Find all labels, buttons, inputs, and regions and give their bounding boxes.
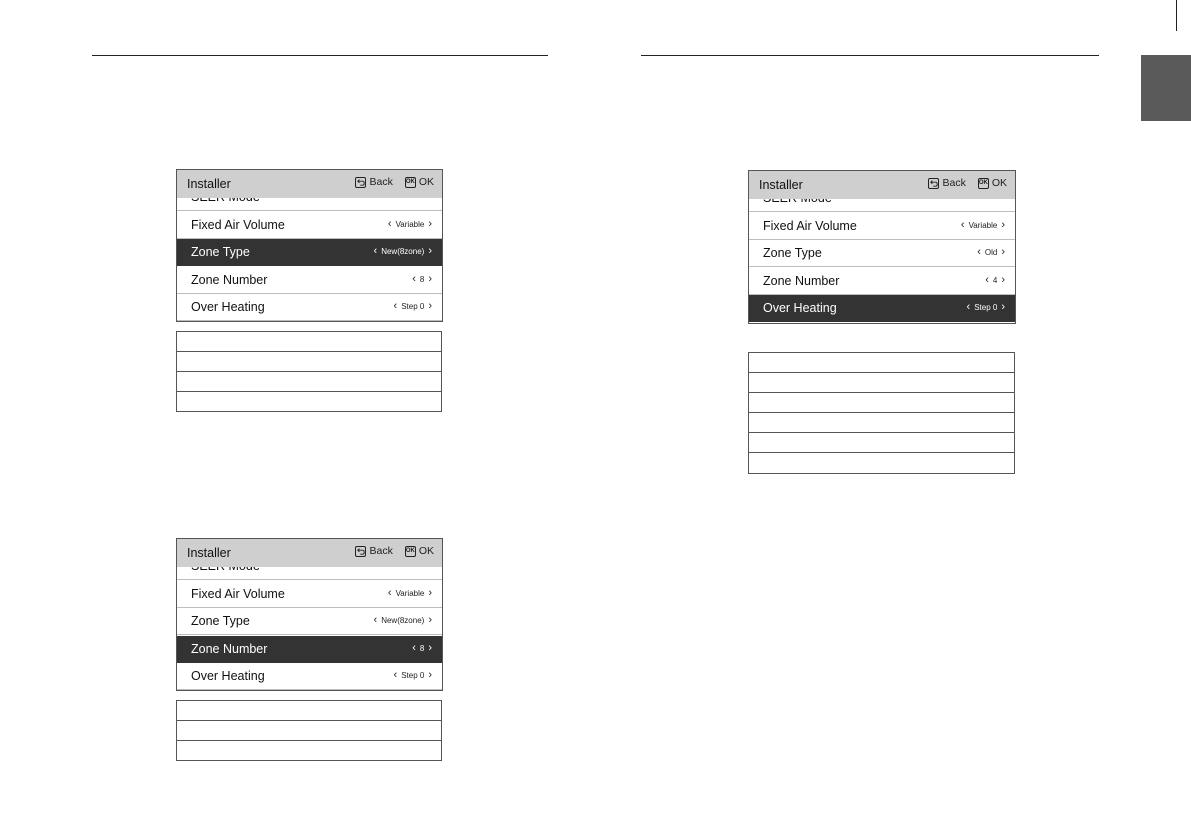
back-label[interactable]: Back bbox=[369, 545, 393, 557]
chevron-right-icon[interactable]: › bbox=[428, 669, 432, 681]
setting-value-text: Variable bbox=[968, 220, 998, 230]
chevron-right-icon[interactable]: › bbox=[1001, 246, 1005, 258]
chevron-left-icon[interactable]: ‹ bbox=[966, 301, 971, 313]
setting-value-text: Variable bbox=[395, 219, 425, 229]
setting-value bbox=[412, 643, 432, 654]
header-rule-right bbox=[641, 55, 1099, 56]
setting-value-text: 8 bbox=[419, 274, 425, 284]
table-row bbox=[177, 352, 441, 372]
chevron-right-icon[interactable]: › bbox=[428, 614, 432, 626]
table-row bbox=[749, 453, 1014, 473]
setting-label: Zone Number bbox=[763, 273, 840, 288]
setting-label: Zone Number bbox=[191, 641, 268, 656]
setting-value bbox=[394, 301, 432, 312]
chevron-left-icon[interactable]: ‹ bbox=[977, 246, 981, 258]
setting-value bbox=[394, 670, 432, 681]
chevron-left-icon[interactable]: ‹ bbox=[387, 586, 392, 599]
table-row bbox=[177, 392, 441, 412]
table-row bbox=[749, 433, 1014, 453]
setting-row-zone-type[interactable] bbox=[177, 239, 442, 266]
setting-value-text: Step 0 bbox=[401, 302, 425, 311]
header-controls bbox=[928, 177, 1007, 189]
setting-value-text: 8 bbox=[419, 643, 425, 653]
setting-value bbox=[374, 615, 432, 626]
table-row bbox=[177, 701, 441, 721]
page-fold-line bbox=[1176, 0, 1177, 31]
setting-row-zone-number[interactable] bbox=[749, 268, 1015, 295]
setting-value bbox=[412, 274, 432, 285]
back-label[interactable]: Back bbox=[369, 176, 393, 188]
table-row bbox=[177, 721, 441, 741]
ok-button-icon[interactable]: OK bbox=[978, 178, 989, 189]
chevron-left-icon[interactable]: ‹ bbox=[985, 273, 989, 286]
setting-label: Fixed Air Volume bbox=[763, 218, 857, 233]
setting-label: Fixed Air Volume bbox=[191, 586, 285, 601]
chevron-right-icon[interactable]: › bbox=[428, 272, 432, 285]
language-side-tab bbox=[1141, 55, 1191, 121]
table-row bbox=[177, 332, 441, 352]
setting-label: Zone Type bbox=[191, 245, 250, 259]
chevron-left-icon[interactable]: ‹ bbox=[412, 641, 416, 654]
ok-label[interactable]: OK bbox=[418, 545, 434, 557]
installer-header bbox=[177, 539, 442, 567]
table-row bbox=[749, 413, 1014, 433]
installer-screen-2 bbox=[176, 538, 443, 691]
chevron-left-icon[interactable]: ‹ bbox=[393, 669, 398, 681]
chevron-right-icon[interactable]: › bbox=[428, 300, 432, 312]
setting-value-text: Step 0 bbox=[401, 671, 425, 680]
ok-label[interactable]: OK bbox=[418, 176, 434, 188]
setting-value bbox=[388, 219, 432, 230]
setting-row-fixed-air-volume[interactable] bbox=[177, 212, 442, 239]
chevron-left-icon[interactable]: ‹ bbox=[393, 300, 398, 312]
setting-value bbox=[985, 275, 1005, 286]
setting-label: Over Heating bbox=[191, 669, 265, 683]
back-arrow-icon[interactable] bbox=[355, 546, 366, 557]
setting-label: Fixed Air Volume bbox=[191, 217, 285, 232]
setting-value bbox=[967, 302, 1005, 313]
setting-value bbox=[388, 588, 432, 599]
settings-table-3 bbox=[748, 352, 1015, 474]
setting-row-zone-number[interactable] bbox=[177, 267, 442, 294]
setting-value-text: 4 bbox=[992, 275, 998, 285]
setting-value bbox=[977, 247, 1005, 258]
setting-value-text: Old bbox=[984, 248, 998, 257]
setting-value-text: New(8zone) bbox=[381, 616, 425, 625]
header-rule-left bbox=[92, 55, 548, 56]
setting-value-text: Variable bbox=[395, 588, 425, 598]
back-arrow-icon[interactable] bbox=[928, 178, 939, 189]
setting-value bbox=[374, 246, 432, 257]
setting-label: Over Heating bbox=[763, 301, 837, 315]
chevron-right-icon[interactable]: › bbox=[1001, 273, 1005, 286]
setting-row-zone-number[interactable] bbox=[177, 636, 442, 663]
screen-title: Installer bbox=[187, 177, 231, 191]
chevron-left-icon[interactable]: ‹ bbox=[412, 272, 416, 285]
table-row bbox=[749, 353, 1014, 373]
chevron-left-icon[interactable]: ‹ bbox=[373, 245, 378, 257]
header-controls bbox=[355, 545, 434, 557]
table-row bbox=[749, 373, 1014, 393]
setting-value-text: New(8zone) bbox=[381, 247, 425, 256]
ok-label[interactable]: OK bbox=[991, 177, 1007, 189]
installer-header bbox=[749, 171, 1015, 199]
table-row bbox=[177, 372, 441, 392]
setting-label: Zone Type bbox=[763, 246, 822, 260]
chevron-right-icon[interactable]: › bbox=[428, 641, 432, 654]
chevron-right-icon[interactable]: › bbox=[428, 586, 432, 599]
installer-header bbox=[177, 170, 442, 198]
installer-screen-3 bbox=[748, 170, 1016, 324]
setting-row-fixed-air-volume[interactable] bbox=[749, 213, 1015, 240]
setting-label: Zone Type bbox=[191, 614, 250, 628]
table-row bbox=[749, 393, 1014, 413]
setting-row-zone-type[interactable] bbox=[177, 608, 442, 635]
chevron-right-icon[interactable]: › bbox=[1001, 218, 1005, 231]
chevron-right-icon[interactable]: › bbox=[1001, 301, 1005, 313]
chevron-left-icon[interactable]: ‹ bbox=[960, 218, 965, 231]
settings-table-1 bbox=[176, 331, 442, 412]
ok-button-icon[interactable]: OK bbox=[405, 177, 416, 188]
settings-table-2 bbox=[176, 700, 442, 761]
chevron-left-icon[interactable]: ‹ bbox=[373, 614, 378, 626]
screen-title: Installer bbox=[187, 546, 231, 560]
ok-button-icon[interactable]: OK bbox=[405, 546, 416, 557]
back-label[interactable]: Back bbox=[942, 177, 966, 189]
header-controls bbox=[355, 176, 434, 188]
setting-value bbox=[961, 220, 1005, 231]
setting-row-over-heating[interactable] bbox=[177, 294, 442, 321]
chevron-right-icon[interactable]: › bbox=[428, 245, 432, 257]
setting-value-text: Step 0 bbox=[974, 303, 998, 312]
installer-screen-1 bbox=[176, 169, 443, 322]
setting-row-over-heating[interactable] bbox=[749, 295, 1015, 322]
screen-title: Installer bbox=[759, 178, 803, 192]
back-arrow-icon[interactable] bbox=[355, 177, 366, 188]
setting-row-zone-type[interactable] bbox=[749, 240, 1015, 267]
chevron-left-icon[interactable]: ‹ bbox=[387, 217, 392, 230]
setting-row-over-heating[interactable] bbox=[177, 663, 442, 690]
setting-row-fixed-air-volume[interactable] bbox=[177, 581, 442, 608]
setting-label: Zone Number bbox=[191, 272, 268, 287]
setting-label: Over Heating bbox=[191, 300, 265, 314]
table-row bbox=[177, 741, 441, 761]
chevron-right-icon[interactable]: › bbox=[428, 217, 432, 230]
